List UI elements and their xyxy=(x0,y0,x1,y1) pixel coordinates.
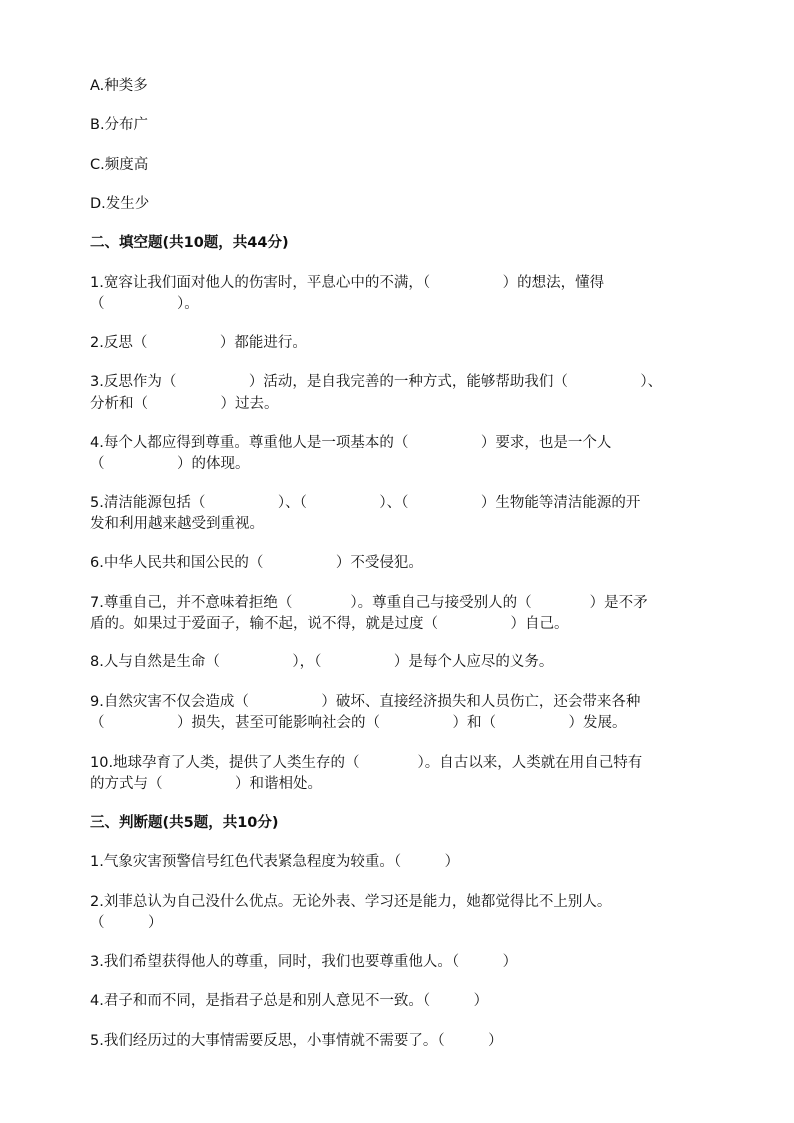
question-line: 4.每个人都应得到尊重。尊重他人是一项基本的（ ）要求，也是一个人 xyxy=(90,435,612,451)
question-line: （ ）的体现。 xyxy=(90,456,250,472)
question-line: 分析和（ ）过去。 xyxy=(90,396,279,412)
choice-option-a: A.种类多 xyxy=(90,78,148,94)
question-line: 1.气象灾害预警信号红色代表紧急程度为较重。（ ） xyxy=(90,854,460,870)
question-line: 7.尊重自己，并不意味着拒绝（ ）。尊重自己与接受别人的（ ）是不矛 xyxy=(90,595,648,611)
question-line: （ ） xyxy=(90,915,163,931)
question-line: 盾的。如果过于爱面子，输不起，说不得，就是过度（ ）自己。 xyxy=(90,616,569,632)
section-heading-fill-blank: 二、填空题(共10题，共44分) xyxy=(90,235,289,251)
section-heading-true-false: 三、判断题(共5题，共10分) xyxy=(90,815,279,831)
choice-option-c: C.频度高 xyxy=(90,157,149,173)
question-line: 4.君子和而不同，是指君子总是和别人意见不一致。（ ） xyxy=(90,993,489,1009)
question-line: 6.中华人民共和国公民的（ ）不受侵犯。 xyxy=(90,555,423,571)
question-line: 8.人与自然是生命（ ），（ ）是每个人应尽的义务。 xyxy=(90,654,554,670)
question-line: 2.刘菲总认为自己没什么优点。无论外表、学习还是能力，她都觉得比不上别人。 xyxy=(90,894,612,910)
question-line: （ ）。 xyxy=(90,296,199,312)
question-line: 2.反思（ ）都能进行。 xyxy=(90,335,307,351)
question-line: 3.我们希望获得他人的尊重，同时，我们也要尊重他人。（ ） xyxy=(90,954,518,970)
choice-option-d: D.发生少 xyxy=(90,196,150,212)
question-line: 发和利用越来越受到重视。 xyxy=(90,516,264,532)
question-line: （ ）损失，甚至可能影响社会的（ ）和（ ）发展。 xyxy=(90,715,627,731)
question-line: 的方式与（ ）和谐相处。 xyxy=(90,776,322,792)
question-line: 10.地球孕育了人类，提供了人类生存的（ ）。自古以来，人类就在用自己特有 xyxy=(90,755,643,771)
question-line: 5.清洁能源包括（ ）、（ ）、（ ）生物能等清洁能源的开 xyxy=(90,495,641,511)
choice-option-b: B.分布广 xyxy=(90,117,149,133)
question-line: 5.我们经历过的大事情需要反思，小事情就不需要了。（ ） xyxy=(90,1033,503,1049)
question-line: 3.反思作为（ ）活动，是自我完善的一种方式，能够帮助我们（ ）、 xyxy=(90,374,663,390)
question-line: 1.宽容让我们面对他人的伤害时，平息心中的不满，（ ）的想法，懂得 xyxy=(90,275,605,291)
question-line: 9.自然灾害不仅会造成（ ）破坏、直接经济损失和人员伤亡，还会带来各种 xyxy=(90,694,641,710)
